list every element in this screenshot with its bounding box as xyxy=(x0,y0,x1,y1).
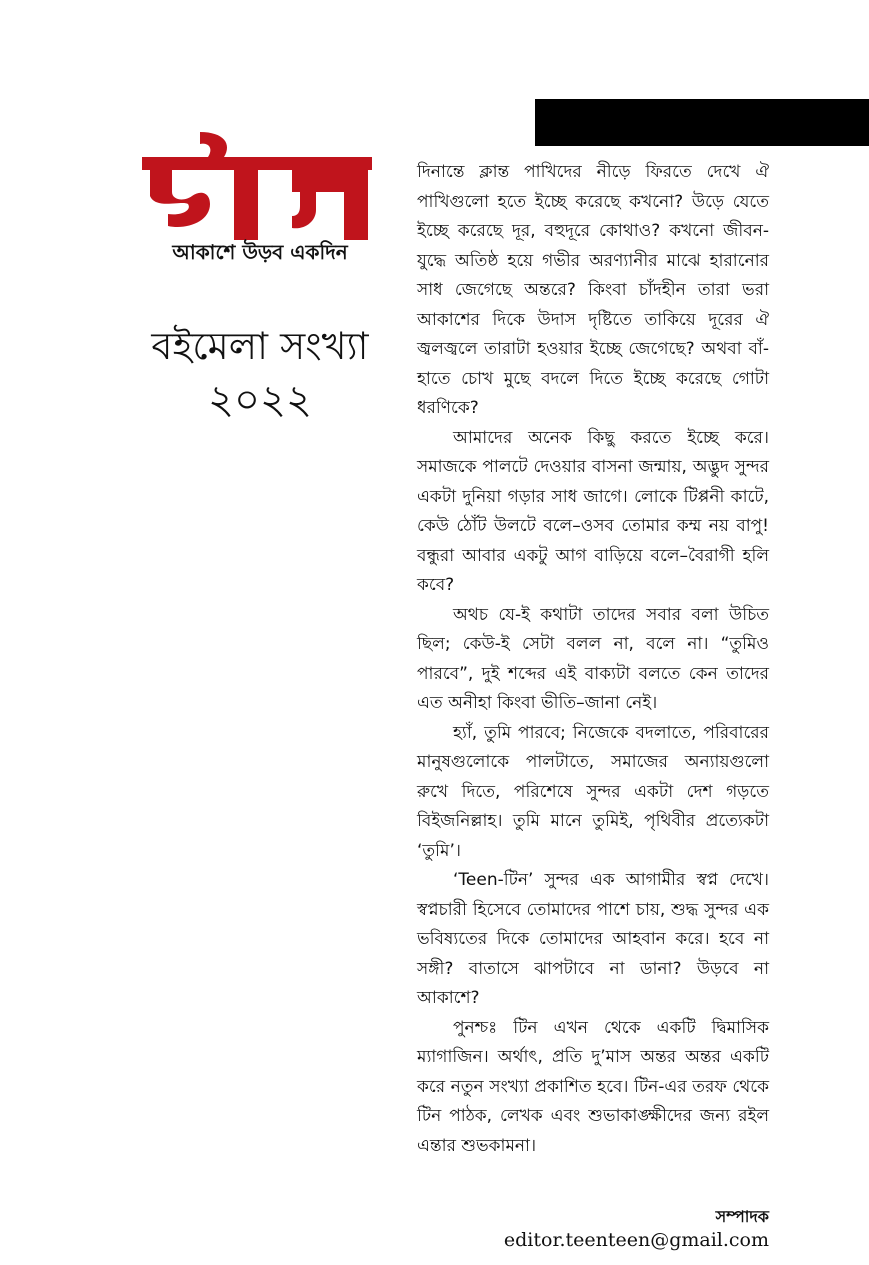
article-paragraph: দিনান্তে ক্লান্ত পাখিদের নীড়ে ফিরতে দেখে ঐ পাখিগুলো হতে ইচ্ছে করেছে কখনো? উড়ে যেতে ইচ্ছে করেছে দূর, বহুদূরে কোথাও? কখনো জীবন-যুদ্ধে অতিষ্ঠ হয়ে গভীর অরণ্যানীর মাঝে হারানোর সাধ জেগেছে অন্তরে? কিংবা চাঁদহীন তারা ভরা আকাশের দিকে উদাস দৃষ্টিতে তাকিয়ে দূরের ঐ জ্বলজ্বলে তারাটা হওয়ার ইচ্ছে জেগেছে? অথবা বাঁ-হাতে চোখ মুছে বদলে দিতে ইচ্ছে করেছে গোটা ধরণিকে? xyxy=(417,162,769,418)
issue-title: বইমেলা সংখ্যা xyxy=(151,324,369,368)
article-paragraph: ‘Teen-টিন’ সুন্দর এক আগামীর স্বপ্ন দেখে। স্বপ্নচারী হিসেবে তোমাদের পাশে চায়, শুদ্ধ সুন্দর এক ভবিষ্যতের দিকে তোমাদের আহবান করে। হবে না সঙ্গী? বাতাসে ঝাপটাবে না ডানা? উড়বে না আকাশে? xyxy=(417,870,769,1008)
article-paragraph: অথচ যে-ই কথাটা তাদের সবার বলা উচিত ছিল; কেউ-ই সেটা বলল না, বলে না। “তুমিও পারবে”, দুই শব্দের এই বাক্যটা বলতে কেন তাদের এত অনীহা কিংবা ভীতি–জানা নেই। xyxy=(417,604,769,713)
teen-logo xyxy=(142,130,372,240)
editor-signature: সম্পাদক xyxy=(715,1207,769,1226)
issue-year: ২০২২ xyxy=(207,377,313,423)
logo-text: টিন xyxy=(142,130,144,131)
article-paragraph: পুনশ্চঃ টিন এখন থেকে একটি দ্বিমাসিক ম্যাগাজিন। অর্থাৎ, প্রতি দু’মাস অন্তর অন্তর একটি করে নতুন সংখ্যা প্রকাশিত হবে। টিন-এর তরফ থেকে টিন পাঠক, লেখক এবং শুভাকাঙ্ক্ষীদের জন্য রইল এন্তার শুভকামনা। xyxy=(417,1017,769,1156)
editor-email: editor.teenteen@gmail.com xyxy=(503,1229,769,1251)
black-header-bar xyxy=(535,99,869,146)
article-paragraph: হ্যাঁ, তুমি পারবে; নিজেকে বদলাতে, পরিবারের মানুষগুলোকে পালটাতে, সমাজের অন্যায়গুলো রুখে দিতে, পরিশেষে সুন্দর একটা দেশ গড়তে বিইজনিল্লাহ। তুমি মানে তুমিই, পৃথিবীর প্রত্যেকটা ‘তুমি’। xyxy=(417,722,769,861)
article-paragraph: আমাদের অনেক কিছু করতে ইচ্ছে করে। সমাজকে পালটে দেওয়ার বাসনা জন্মায়, অদ্ভুদ সুন্দর একটা দুনিয়া গড়ার সাধ জাগে। লোকে টিপ্পনী কাটে, কেউ ঠোঁট উলটে বলে–ওসব তোমার কম্ম নয় বাপু! বন্ধুরা আবার একটু আগ বাড়িয়ে বলে–বৈরাগী হলি কবে? xyxy=(417,427,769,595)
masthead-tagline: আকাশে উড়ব একদিন xyxy=(172,240,348,264)
editorial-article xyxy=(417,158,769,1161)
